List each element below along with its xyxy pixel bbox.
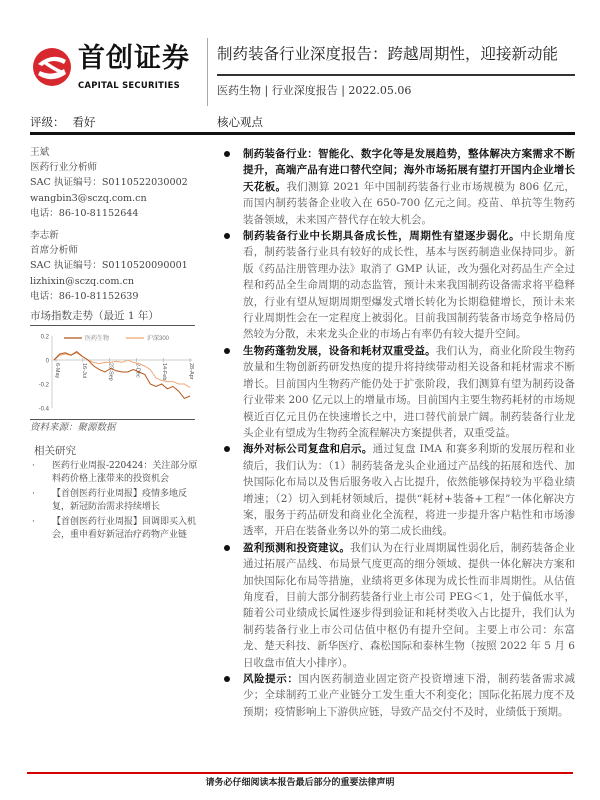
point-body: 我们认为，商业化阶段生物药放量和生物创新药研发热度的提升将持续带动相关设备和耗材需求不断增长。目前国内生物药产能仍处于扩张阶段，我们测算有望为制药设备行业带来 200 亿元以上的增量市场。目前国内主要生物药耗材的市场规模近百亿元且仍在快速增长之中，进口替代前景广阔。制药装备行业龙头企业有望成为生物药全流程解决方案提供者，双重受益。: [243, 344, 576, 439]
rating-label: 评级：: [30, 115, 65, 129]
x-tick-label: 28-Apr: [188, 363, 194, 380]
y-tick-label: -0.4: [38, 406, 49, 413]
bullet-dot-icon: ·: [32, 461, 35, 471]
x-tick-label: 14-Feb: [161, 363, 168, 381]
bullet-icon: [224, 348, 230, 354]
core-point: [224, 540, 575, 671]
chart-title: 市场指数走势（最近 1 年）: [30, 310, 159, 322]
analyst-email[interactable]: wangbin3@sczq.com.cn: [30, 192, 147, 204]
legend-label: 医药生物: [85, 336, 110, 342]
analyst-role: 首席分析师: [30, 245, 78, 257]
x-tick-label: 23-Sep: [107, 363, 114, 381]
y-tick-label: 0: [45, 358, 49, 365]
legend-label: 沪深300: [147, 336, 170, 342]
rating-value: 看好: [72, 115, 96, 129]
point-lead: 风险提示：: [243, 673, 299, 685]
point-body: 我们测算 2021 年中国制药装备行业市场规模为 806 亿元，而国内制药装备企业收入在 650-700 亿元之间。疫苗、单抗等生物药装备领域，未来国产替代存在较大机会。: [243, 180, 575, 226]
y-tick-label: 0.2: [40, 334, 49, 341]
point-lead: 生物药蓬勃发展，设备和耗材双重受益。: [243, 344, 436, 357]
point-lead: 制药装备行业：智能化、数字化等是发展趋势，整体解决方案需求不断提升，高端产品有进口替代空间；海外市场拓展有望打开国内企业增长天花板。: [243, 148, 575, 193]
x-tick-label: 16-Jul: [80, 363, 87, 378]
legal-notice: 请务必仔细阅读本报告最后部分的重要法律声明: [205, 778, 395, 788]
bullet-icon: [224, 676, 230, 682]
header-divider: [207, 38, 208, 106]
analyst-sac: SAC 执证编号：S0110520090001: [30, 260, 188, 272]
bullet-dot-icon: ·: [32, 489, 35, 499]
point-body: 我们认为在行业周期属性弱化后，制药装备企业通过拓展产品线、布局景气度更高的细分领域、提供一体化解决方案和加快国际化布局等措施，业绩将更多体现为成长性而非周期性。从估值角度看，目前大部分制药装备行业上市公司 PEG＜1，处于偏低水平，随着公司业绩成长属性逐步得到验证和耗材类收入占比提升，我们认为制药装备行业上市公司估值中枢仍有提升空间。主要上市公司：东富龙、楚天科技、新华医疗、森松国际和泰林生物（按照 2022 年 5 月 6 日收盘市值大小排序）。: [243, 541, 576, 669]
series-line: [54, 353, 190, 388]
related-item[interactable]: [30, 488, 200, 514]
analyst-phone: 电话：86-10-81152639: [30, 290, 139, 302]
bullet-icon: [224, 233, 230, 239]
point-body: 通过复盘 IMA 和赛多利斯的发展历程和业绩后，我们认为：（1）制药装备龙头企业通过产品线的拓展和迭代、加快国际化布局以及售后服务收入占比提升，依然能够保持较为平稳业绩增速；（2）切入到耗材领域后，提供“耗材+装备+工程”一体化解决方案，服务于药品研发和商业化全流程，将进一步提升客户粘性和市场渗透率，开启在装备业务以外的第二成长曲线。: [243, 443, 576, 538]
point-body: 中长期角度看，制药装备行业具有较好的成长性，基本与医药制造业保持同步。新版《药品注册管理办法》取消了 GMP 认证，改为强化对药品生产全过程和药品全生命周期的动态监管，预计未来我国制药设备需求将平稳释放，行业有望从短期周期型爆发式增长转化为长期稳健增长，预计未来行业周期性会在一定程度上被弱化。目前我国制药装备市场竞争格局仍然较为分散，未来龙头企业的市场占有率仍有较大提升空间。: [243, 230, 576, 341]
bullet-icon: [224, 446, 230, 452]
analyst-name: 李志新: [30, 230, 59, 241]
related-item-text: 【首创医药行业周报】疫情多地反复，新冠防治需求持续增长: [52, 489, 188, 512]
bullet-dot-icon: ·: [32, 517, 35, 527]
logo-english-text: CAPITAL SECURITIES: [78, 80, 180, 90]
core-point: [224, 441, 575, 539]
market-index-chart: [30, 326, 195, 418]
core-views-heading: 核心观点: [217, 115, 263, 129]
rating: [30, 115, 104, 130]
core-point: [224, 228, 575, 343]
analyst-email[interactable]: lizhixin@sczq.com.cn: [30, 275, 135, 287]
related-item-text: 【首创医药行业周报】回调即买入机会，重申看好新冠治疗药物产业链: [52, 517, 197, 540]
report-title: 制药装备行业深度报告：跨越周期性，迎接新动能: [217, 45, 559, 63]
series-line: [54, 352, 190, 399]
logo-chinese-text: 首创证券: [78, 43, 190, 74]
analyst-card: [30, 228, 188, 304]
analyst-card: [30, 145, 188, 221]
analyst-phone: 电话：86-10-81152644: [30, 207, 139, 219]
point-lead: 制药装备行业中长期具备成长性，周期性有望逐步弱化。: [243, 230, 521, 243]
related-item[interactable]: [30, 516, 200, 542]
bullet-icon: [224, 151, 230, 157]
title-underline: [217, 74, 575, 76]
point-lead: 盈利预测和投资建议。: [243, 541, 351, 554]
related-item-text: 医药行业周报-220424：关注部分原料药价格上涨带来的投资机会: [52, 461, 198, 484]
point-body: 国内医药制造业固定资产投资增速下滑，制药装备需求减少；全球制药工业产业链分工发生重大不利变化；国际化拓展力度不及预期；疫情影响上下游供应链，导致产品交付不及时，业绩低于预期。: [243, 673, 576, 718]
analyst-sac: SAC 执证编号：S0110522030002: [30, 177, 188, 189]
point-lead: 海外对标公司复盘和启示。: [243, 443, 373, 456]
section-divider: [30, 132, 575, 135]
footer-rule: [27, 772, 573, 774]
x-tick-label: 6-May: [54, 363, 60, 379]
core-point: [224, 671, 575, 720]
related-research-list: [30, 460, 200, 544]
analyst-role: 医药行业分析师: [30, 162, 98, 174]
related-research-heading: 相关研究: [34, 445, 76, 457]
y-tick-label: -0.2: [38, 382, 49, 389]
core-views-list: [224, 146, 575, 720]
related-item[interactable]: [30, 460, 200, 486]
report-subtitle: 医药生物 | 行业深度报告 | 2022.05.06: [217, 84, 412, 97]
chart-source: 资料来源：聚源数据: [30, 422, 116, 433]
core-point: [224, 343, 575, 441]
core-point: [224, 146, 575, 228]
analyst-name: 王斌: [30, 147, 50, 158]
bullet-icon: [224, 545, 230, 551]
x-tick-label: 2-Dec: [134, 363, 141, 378]
